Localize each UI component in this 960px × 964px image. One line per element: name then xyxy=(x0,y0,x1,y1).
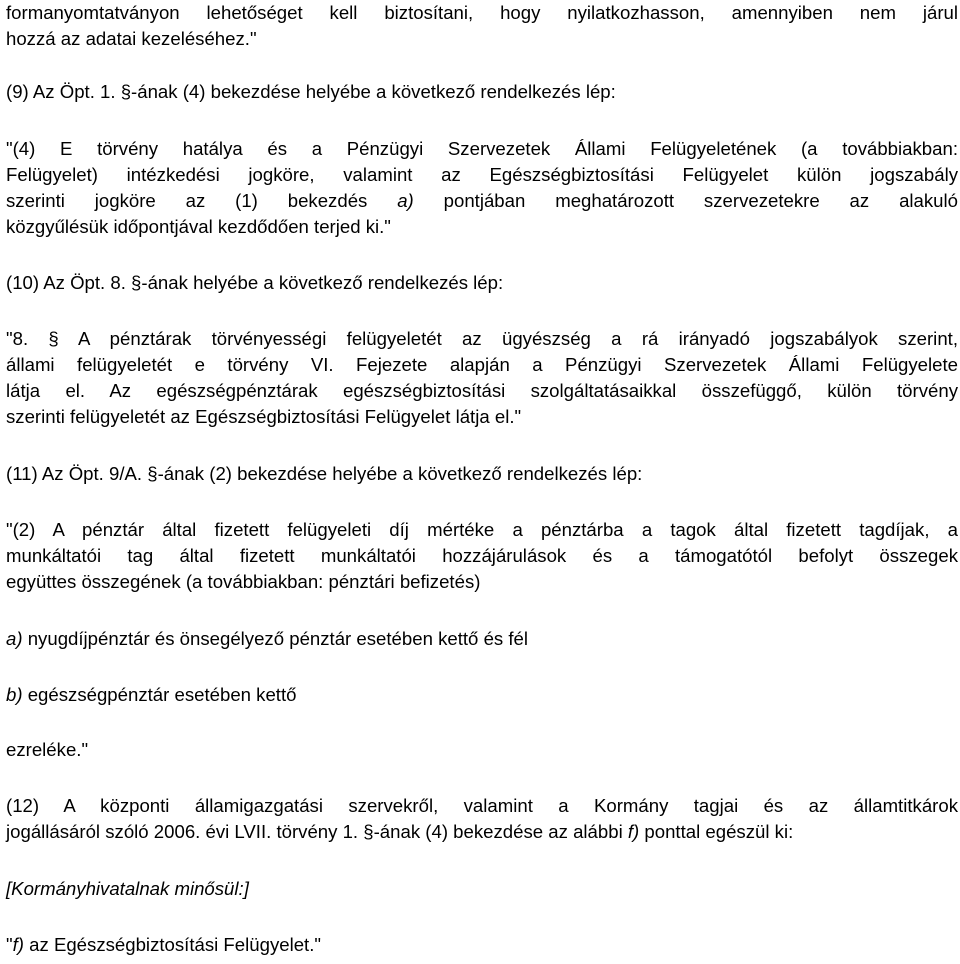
text-line xyxy=(6,876,958,902)
paragraph-amendment-11 xyxy=(6,461,958,487)
text-line: (12) A központi államigazgatási szervekről, valamint a Kormány tagjai és az államtitkárok xyxy=(6,795,958,816)
text-line xyxy=(6,626,958,652)
text-line: Felügyelet) intézkedési jogköre, valamint az Egészségbiztosítási Felügyelet külön jogszabály xyxy=(6,164,958,185)
text-line: közgyűlésük időpontjával kezdődően terjed ki." xyxy=(6,216,391,237)
text-line: hozzá az adatai kezeléséhez." xyxy=(6,28,257,49)
list-item-b xyxy=(6,682,958,708)
paragraph-quoted-point-f xyxy=(6,932,958,958)
text-line xyxy=(6,682,958,708)
text-line: szerinti felügyeletét az Egészségbiztosítási Felügyelet látja el." xyxy=(6,406,522,427)
paragraph-quoted-fee xyxy=(6,517,958,595)
text-line: (9) Az Öpt. 1. §-ának (4) bekezdése helyébe a következő rendelkezés lép: xyxy=(6,81,616,102)
paragraph-closing xyxy=(6,737,958,763)
paragraph-amendment-12 xyxy=(6,793,958,845)
point-marker: a) xyxy=(6,628,23,649)
text-line: ezreléke." xyxy=(6,739,89,760)
text-run: az Egészségbiztosítási Felügyelet." xyxy=(23,934,321,955)
text-line: munkáltatói tag által fizetett munkáltatói hozzájárulások és a támogatótól befolyt összegek xyxy=(6,545,958,566)
paragraph-amendment-10 xyxy=(6,270,958,296)
text-run: pontjában meghatározott szervezetekre az alakuló xyxy=(413,190,958,211)
point-marker: f) xyxy=(627,821,640,842)
text-line: (10) Az Öpt. 8. §-ának helyébe a következő rendelkezés lép: xyxy=(6,272,504,293)
text-run: jogállásáról szóló 2006. évi LVII. törvény 1. §-ának (4) bekezdése az alábbi xyxy=(6,821,628,842)
text-run: " xyxy=(6,934,13,955)
text-line: együttes összegének (a továbbiakban: pénztári befizetés) xyxy=(6,571,481,592)
text-line xyxy=(6,819,958,845)
list-item-a xyxy=(6,626,958,652)
point-marker: f) xyxy=(12,934,24,955)
text-run: egészségpénztár esetében kettő xyxy=(22,684,297,705)
text-line: (11) Az Öpt. 9/A. §-ának (2) bekezdése helyébe a következő rendelkezés lép: xyxy=(6,463,643,484)
text-line: "(2) A pénztár által fizetett felügyeleti díj mértéke a pénztárba a tagok által fizetett tagdíjak, a xyxy=(6,519,958,540)
paragraph-bracket-heading xyxy=(6,876,958,902)
point-marker: a) xyxy=(397,190,414,211)
text-line: látja el. Az egészségpénztárak egészségbiztosítási szolgáltatásaikkal összefüggő, külön törvény xyxy=(6,380,958,401)
italic-heading: [Kormányhivatalnak minősül:] xyxy=(6,878,249,899)
paragraph-quoted-supervision xyxy=(6,326,958,430)
text-line: "(4) E törvény hatálya és a Pénzügyi Szervezetek Állami Felügyeletének (a továbbiakban: xyxy=(6,138,958,159)
text-line xyxy=(6,932,958,958)
text-line: állami felügyeletét e törvény VI. Fejezete alapján a Pénzügyi Szervezetek Állami Felügyelete xyxy=(6,354,958,375)
text-run: szerinti jogköre az (1) bekezdés xyxy=(6,190,398,211)
paragraph-amendment-9 xyxy=(6,79,958,105)
paragraph-consent-note xyxy=(6,0,958,52)
text-run: ponttal egészül ki: xyxy=(639,821,794,842)
text-line: formanyomtatványon lehetőséget kell biztosítani, hogy nyilatkozhasson, amennyiben nem járul xyxy=(6,2,958,23)
text-line xyxy=(6,188,958,214)
text-line: "8. § A pénztárak törvényességi felügyeletét az ügyészség a rá irányadó jogszabályok szerint, xyxy=(6,328,958,349)
point-marker: b) xyxy=(6,684,23,705)
text-run: nyugdíjpénztár és önsegélyező pénztár esetében kettő és fél xyxy=(22,628,529,649)
paragraph-quoted-scope xyxy=(6,136,958,240)
